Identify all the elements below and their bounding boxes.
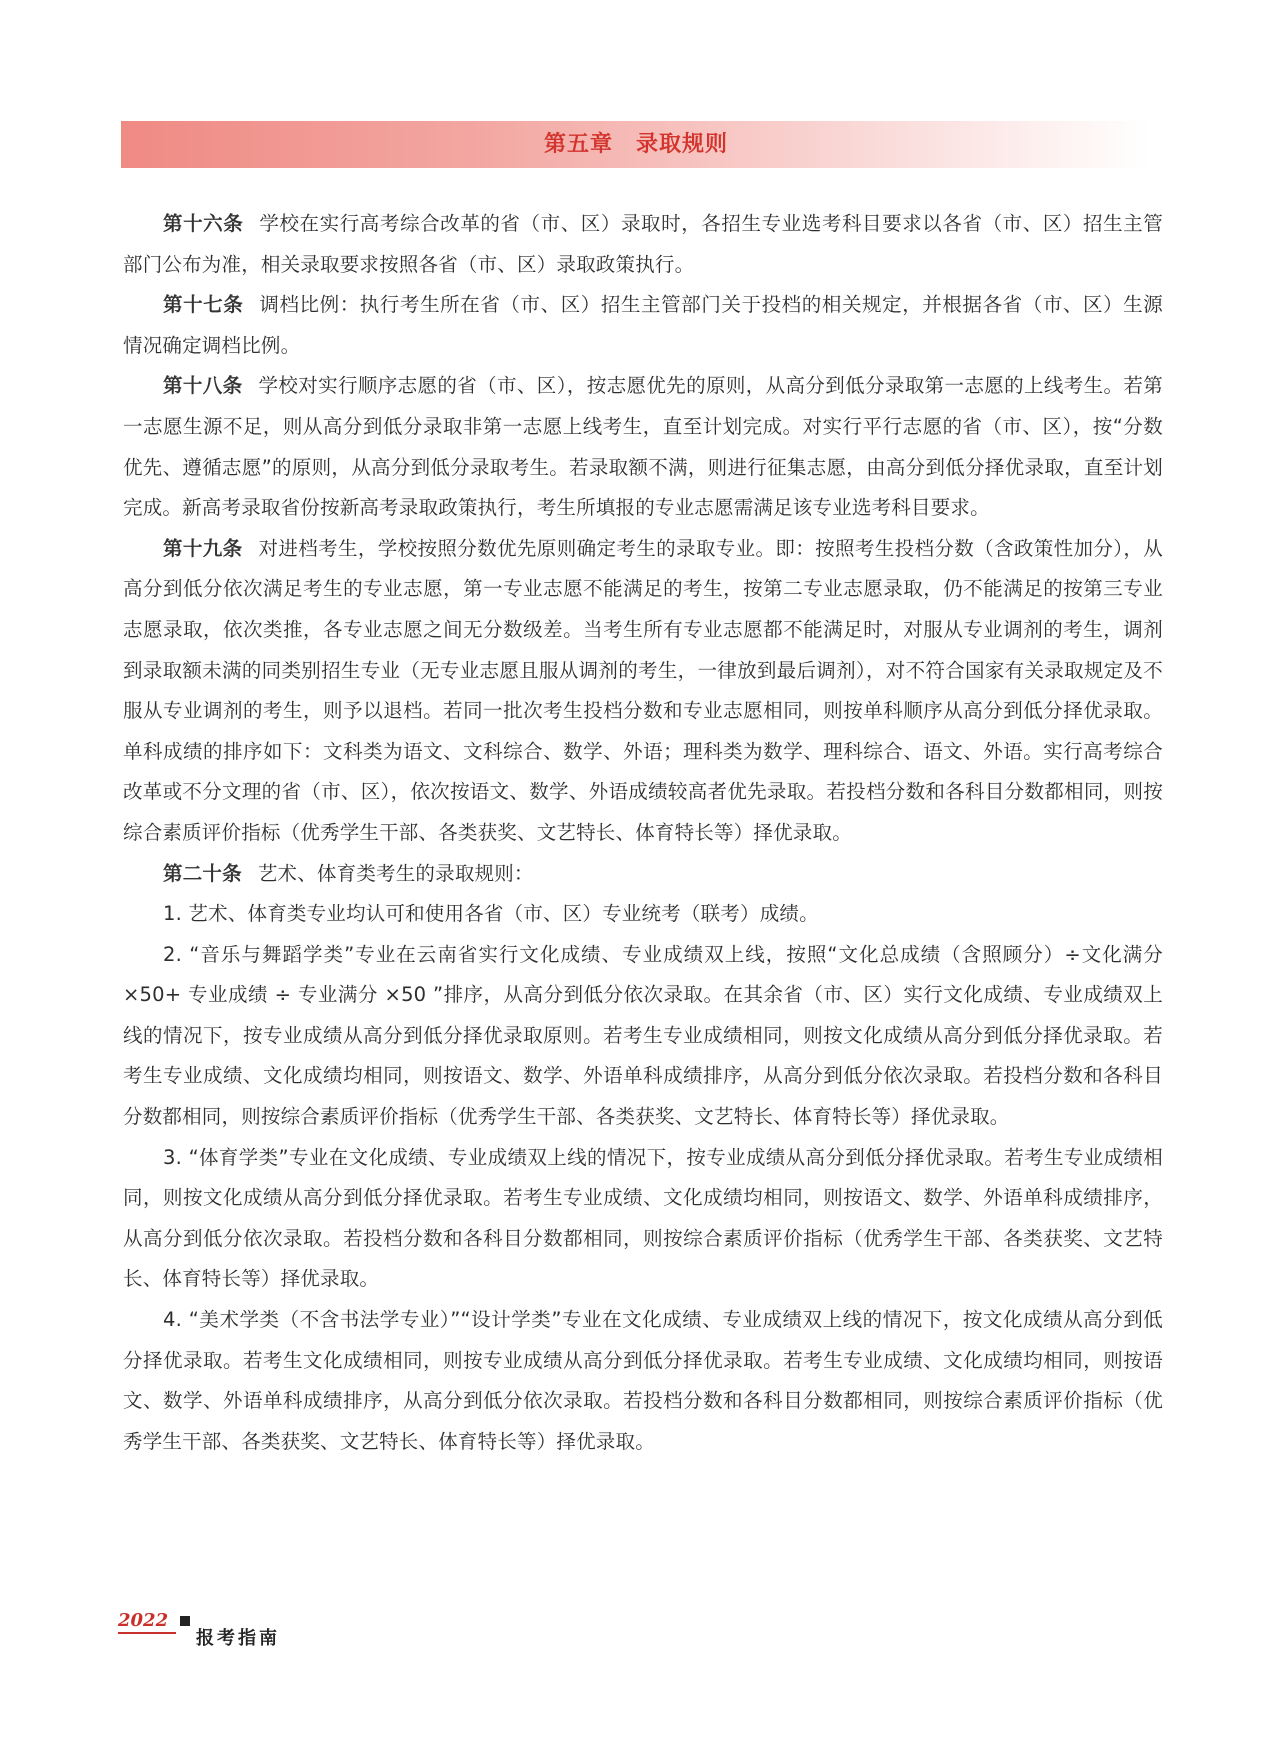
rule-item-4: 4. “美术学类（不含书法学专业）”“设计学类”专业在文化成绩、专业成绩双上线的情况下，按文化成绩从高分到低分择优录取。若考生文化成绩相同，则按专业成绩从高分到低分择优录取。若考生专业成绩、文化成绩均相同，则按语文、数学、外语单科成绩排序，从高分到低分依次录取。若投档分数和各科目分数都相同，则按综合素质评价指标（优秀学生干部、各类获奖、文艺特长、体育特长等）择优录取。 — [123, 1308, 1163, 1453]
article-text: 学校在实行高考综合改革的省（市、区）录取时，各招生专业选考科目要求以各省（市、区）招生主管部门公布为准，相关录取要求按照各省（市、区）录取政策执行。 — [123, 212, 1163, 276]
article-text: 对进档考生，学校按照分数优先原则确定考生的录取专业。即：按照考生投档分数（含政策性加分），从高分到低分依次满足考生的专业志愿，第一专业志愿不能满足的考生，按第二专业志愿录取，仍不能满足的按第三专业志愿录取，依次类推，各专业志愿之间无分数级差。当考生所有专业志愿都不能满足时，对服从专业调剂的考生，调剂到录取额未满的同类别招生专业（无专业志愿且服从调剂的考生，一律放到最后调剂），对不符合国家有关录取规定及不服从专业调剂的考生，则予以退档。若同一批次考生投档分数和专业志愿相同，则按单科顺序从高分到低分择优录取。单科成绩的排序如下：文科类为语文、文科综合、数学、外语；理科类为数学、理科综合、语文、外语。实行高考综合改革或不分文理的省（市、区），依次按语文、数学、外语成绩较高者优先录取。若投档分数和各科目分数都相同，则按综合素质评价指标（优秀学生干部、各类获奖、文艺特长、体育特长等）择优录取。 — [123, 536, 1163, 844]
chapter-banner — [121, 121, 1151, 168]
page-footer — [118, 1610, 318, 1650]
footer-underline — [118, 1632, 176, 1634]
article-16 — [123, 204, 1163, 285]
article-label: 第十六条 — [163, 212, 244, 235]
article-label: 第二十条 — [163, 861, 242, 885]
article-text: 调档比例：执行考生所在省（市、区）招生主管部门关于投档的相关规定，并根据各省（市、区）生源情况确定调档比例。 — [123, 293, 1163, 357]
footer-square-mark — [180, 1616, 190, 1626]
footer-publication: 报考指南 — [196, 1628, 280, 1649]
rule-item-3: 3. “体育学类”专业在文化成绩、专业成绩双上线的情况下，按专业成绩从高分到低分择优录取。若考生专业成绩相同，则按文化成绩从高分到低分择优录取。若考生专业成绩、文化成绩均相同，则按语文、数学、外语单科成绩排序，从高分到低分依次录取。若投档分数和各科目分数都相同，则按综合素质评价指标（优秀学生干部、各类获奖、文艺特长、体育特长等）择优录取。 — [123, 1145, 1163, 1291]
chapter-title: 第五章 录取规则 — [543, 132, 728, 157]
article-text: 艺术、体育类考生的录取规则： — [257, 861, 534, 885]
article-text: 学校对实行顺序志愿的省（市、区），按志愿优先的原则，从高分到低分录取第一志愿的上线考生。若第一志愿生源不足，则从高分到低分录取非第一志愿上线考生，直至计划完成。对实行平行志愿的省（市、区），按“分数优先、遵循志愿”的原则，从高分到低分录取考生。若录取额不满，则进行征集志愿，由高分到低分择优录取，直至计划完成。新高考录取省份按新高考录取政策执行，考生所填报的专业志愿需满足该专业选考科目要求。 — [123, 374, 1163, 520]
article-label: 第十七条 — [163, 293, 244, 317]
article-label: 第十八条 — [163, 374, 243, 398]
rule-item-1: 1. 艺术、体育类专业均认可和使用各省（市、区）专业统考（联考）成绩。 — [163, 902, 819, 926]
article-17 — [123, 285, 1163, 366]
rule-item-2: 2. “音乐与舞蹈学类”专业在云南省实行文化成绩、专业成绩双上线，按照“文化总成绩（含照顾分）÷文化满分 ×50+ 专业成绩 ÷ 专业满分 ×50 ”排序，从高分到低分依次录取。在其余省（市、区）实行文化成绩、专业成绩双上线的情况下，按专业成绩从高分到低分择优录取原则。若考生专业成绩相同，则按文化成绩从高分到低分择优录取。若考生专业成绩、文化成绩均相同，则按语文、数学、外语单科成绩排序，从高分到低分依次录取。若投档分数和各科目分数都相同，则按综合素质评价指标（优秀学生干部、各类获奖、文艺特长、体育特长等）择优录取。 — [123, 942, 1163, 1129]
article-20 — [123, 854, 1163, 895]
footer-year: 2022 — [118, 1610, 169, 1631]
article-18 — [123, 366, 1163, 528]
article-19 — [123, 529, 1163, 854]
article-label: 第十九条 — [163, 536, 243, 560]
document-body — [123, 204, 1163, 1462]
